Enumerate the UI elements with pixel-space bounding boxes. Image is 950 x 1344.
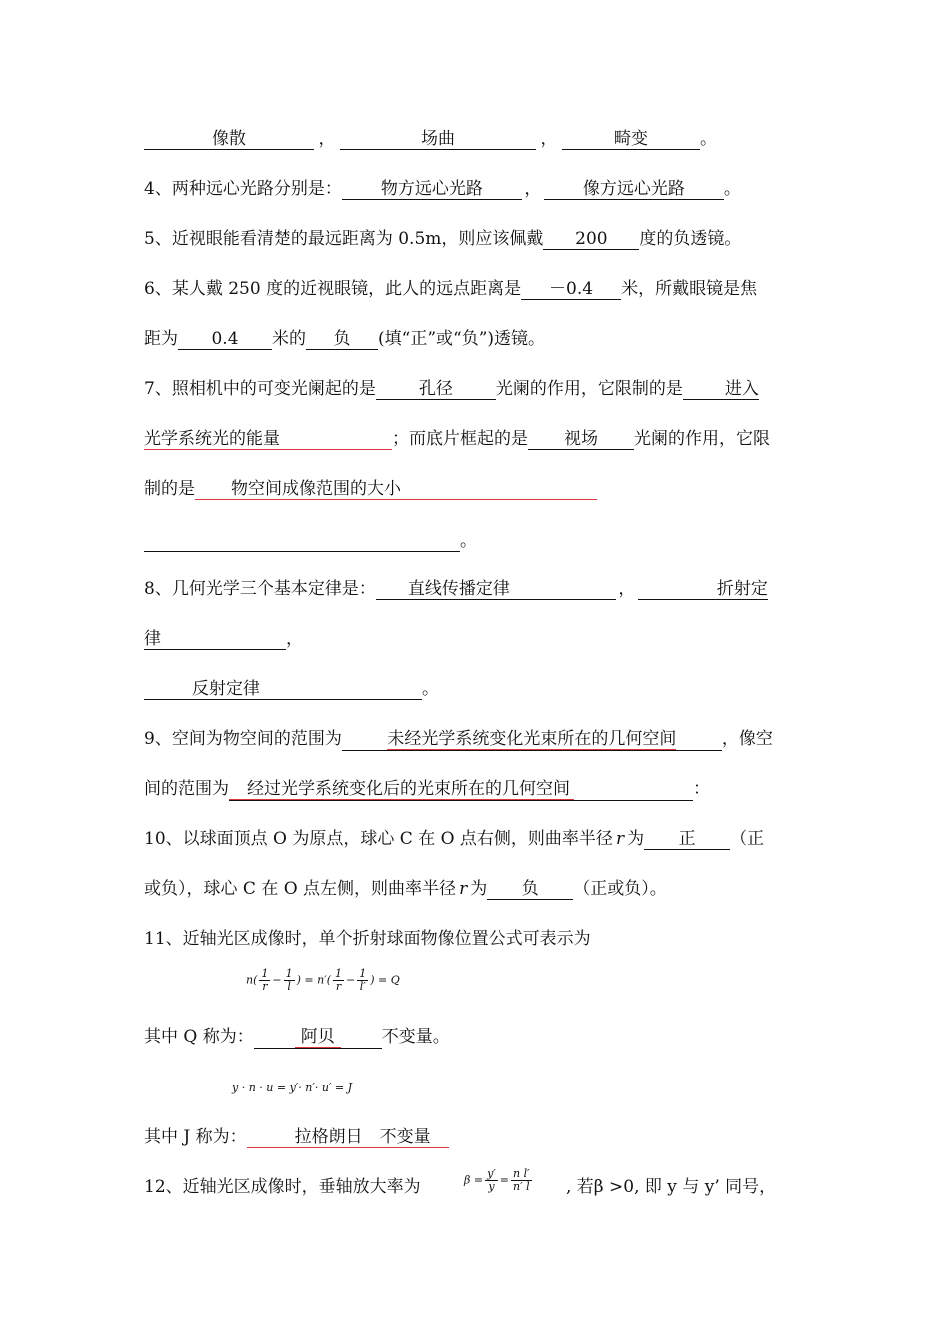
question-text: 12、近轴光区成像时，垂轴放大率为 [144, 1177, 421, 1197]
question-text: 其中 Q 称为： [144, 1027, 254, 1047]
q11-lagrange-line [144, 1126, 449, 1148]
answer-blank: 像方远心光路 [544, 179, 724, 200]
answer-blank: 折射定 [638, 579, 768, 600]
variable-r: r [459, 879, 468, 899]
fraction [259, 968, 270, 993]
q7-line [144, 378, 759, 400]
fraction [333, 968, 344, 993]
formula-part: ) = Q [370, 973, 400, 987]
denominator: r [335, 980, 342, 993]
answer-blank: 视场 [528, 429, 634, 450]
q12-condition: , 若β >0, 即 y 与 y’ 同号， [566, 1177, 777, 1197]
formula-part: β = [464, 1173, 484, 1187]
question-text: 为 [627, 829, 645, 849]
answer-blank: －0.4 [521, 279, 621, 300]
q8-line [144, 578, 768, 600]
question-text: 8、几何光学三个基本定律是： [144, 579, 376, 599]
question-text: 9、空间为物空间的范围为 [144, 729, 342, 749]
q12-line [144, 1176, 421, 1198]
answer-text: 物空间成像范围的大小 [231, 479, 401, 499]
fraction [284, 968, 295, 993]
punctuation: 。 [700, 129, 717, 149]
numerator: n l′ [513, 1167, 530, 1180]
formula-part: − [345, 973, 356, 987]
q9-line [144, 728, 773, 751]
numerator: 1 [285, 967, 293, 980]
q8-line-2 [144, 628, 303, 650]
answer-blank: 场曲 [340, 129, 536, 150]
lagrange-formula: y · n · u = y′· n′· u′ = J [232, 1081, 353, 1094]
answer-blank: 200 [543, 229, 639, 250]
q10-line [144, 828, 764, 850]
answer-blank: 律 [144, 629, 286, 650]
q7-line-2 [144, 428, 770, 450]
separator: ， [524, 179, 542, 199]
question-text: 距为 [144, 329, 178, 349]
answer-text: 阿贝 [295, 1027, 341, 1048]
separator: ， [286, 629, 303, 649]
answer-text: 拉格朗日 不变量 [294, 1127, 431, 1147]
answer-blank: 光学系统光的能量 [144, 429, 392, 450]
question-text: 光阑的作用，它限制的是 [495, 379, 683, 399]
answer-blank: 负 [306, 329, 378, 350]
question-text: ；而底片框起的是 [392, 429, 528, 449]
question-text: (填“正”或“负”)透镜。 [378, 329, 546, 349]
punctuation: 。 [422, 679, 439, 699]
formula-part: ) = n′( [296, 973, 331, 987]
question-text: 米，所戴眼镜是焦 [621, 279, 758, 299]
answer-blank: 负 [487, 879, 573, 900]
answer-blank: 进入 [683, 379, 759, 400]
answer-blank [254, 1027, 382, 1049]
denominator: l′ [359, 980, 366, 993]
q3-line [144, 128, 717, 150]
variable-r: r [615, 829, 625, 849]
question-text: （正 [730, 829, 765, 849]
q10-line-2 [144, 878, 667, 900]
formula-part: = [499, 1173, 510, 1187]
question-text: 其中 J 称为： [144, 1127, 247, 1147]
separator: ， [618, 579, 636, 599]
answer-blank: 正 [644, 829, 730, 850]
denominator: y [488, 1180, 495, 1193]
question-text: ，像空 [721, 729, 773, 749]
q9-line-2 [144, 778, 710, 801]
q11-line [144, 928, 591, 950]
question-text: （正或负）。 [573, 879, 667, 899]
answer-blank: 畸变 [562, 129, 700, 150]
formula-part: n( [246, 973, 258, 987]
numerator: 1 [334, 967, 342, 980]
question-text: 制的是 [144, 479, 195, 499]
punctuation: 。 [460, 531, 477, 551]
question-text: 间的范围为 [144, 779, 229, 799]
answer-text: 经过光学系统变化后的光束所在的几何空间 [229, 779, 574, 800]
numerator: 1 [261, 967, 269, 980]
q6-line-2 [144, 328, 545, 350]
punctuation: ： [693, 779, 710, 799]
question-text: 7、照相机中的可变光阑起的是 [144, 379, 376, 399]
punctuation: 。 [723, 179, 741, 199]
question-text: 10、以球面顶点 O 为原点，球心 C 在 O 点右侧，则曲率半径 [144, 829, 613, 849]
fraction [357, 968, 368, 993]
answer-blank [195, 479, 597, 500]
q5-line [144, 228, 741, 250]
numerator: y′ [487, 1167, 496, 1180]
answer-blank: 0.4 [178, 329, 272, 350]
q7-line-3 [144, 478, 597, 500]
question-text: 11、近轴光区成像时，单个折射球面物像位置公式可表示为 [144, 929, 591, 949]
answer-blank: 孔径 [376, 379, 496, 400]
question-text: 米的 [272, 329, 306, 349]
answer-blank [229, 779, 693, 801]
fraction [511, 1168, 532, 1193]
question-text: 4、两种远心光路分别是： [144, 179, 342, 199]
answer-blank: 物方远心光路 [342, 179, 522, 200]
answer-text: 反射定律 [192, 679, 260, 699]
fraction [485, 1168, 498, 1193]
answer-blank: 像散 [144, 129, 314, 150]
magnification-formula [464, 1168, 534, 1193]
answer-text: 直线传播定律 [407, 579, 510, 599]
formula-part: − [272, 973, 282, 987]
separator: ， [318, 129, 336, 149]
separator: ， [540, 129, 558, 149]
numerator: 1 [359, 967, 367, 980]
denominator: r [262, 980, 268, 993]
q11-abbe-line [144, 1026, 450, 1049]
q8-line-3 [144, 678, 439, 700]
q7-line-4 [144, 530, 477, 552]
denominator: n′ l [513, 1180, 530, 1193]
abbe-formula [246, 968, 400, 993]
q4-line [144, 178, 741, 200]
question-text: 为 [470, 879, 488, 899]
question-text: 不变量。 [381, 1027, 450, 1047]
answer-blank [247, 1127, 449, 1148]
question-text: 光阑的作用，它限 [634, 429, 770, 449]
q6-line [144, 278, 757, 300]
question-text: 6、某人戴 250 度的近视眼镜，此人的远点距离是 [144, 279, 522, 299]
question-text: 度的负透镜。 [639, 229, 742, 249]
answer-blank-continued [144, 531, 460, 552]
denominator: l [287, 980, 291, 993]
answer-text: 未经光学系统变化光束所在的几何空间 [387, 729, 677, 749]
question-text: 或负），球心 C 在 O 点左侧，则曲率半径 [144, 879, 457, 899]
answer-blank [376, 579, 616, 600]
answer-blank [342, 729, 722, 751]
answer-blank [144, 679, 422, 700]
question-text: 5、近视眼能看清楚的最远距离为 0.5m，则应该佩戴 [144, 229, 544, 249]
